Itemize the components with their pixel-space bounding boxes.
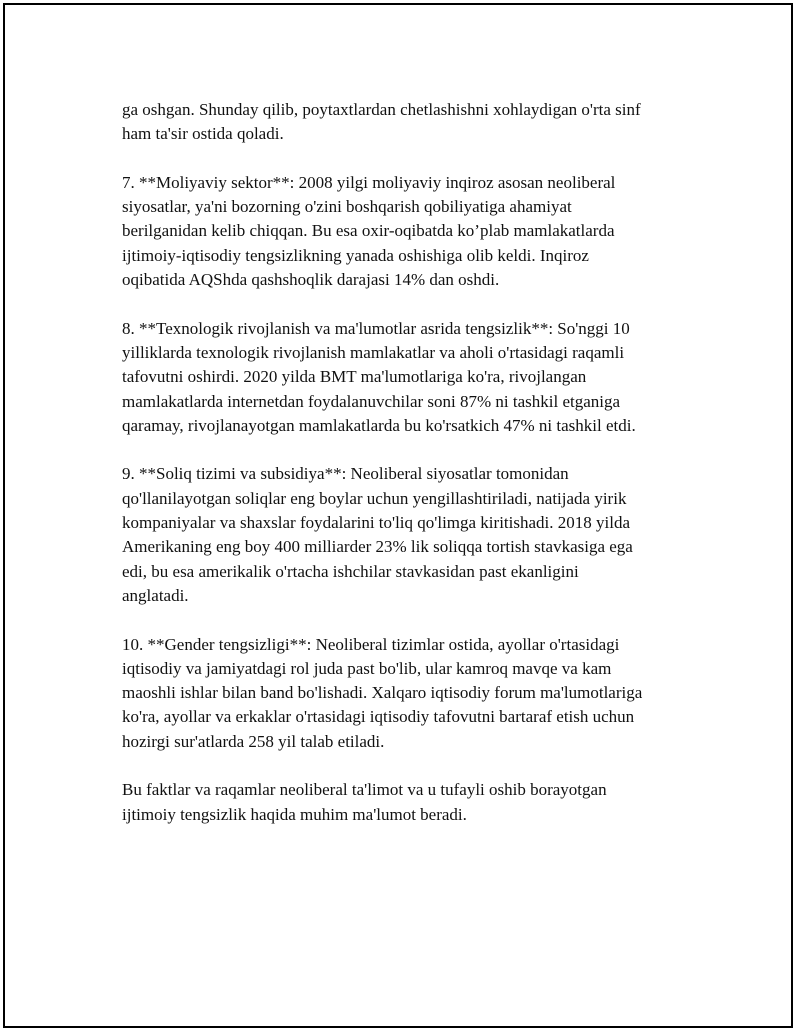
paragraph-continuation: ga oshgan. Shunday qilib, poytaxtlardan chetlashishni xohlaydigan o'rta sinf ham ta'sir ostida qoladi. xyxy=(122,100,641,144)
paragraph-technology-inequality: 8. **Texnologik rivojlanish va ma'lumotlar asrida tengsizlik**: So'nggi 10 yilliklarda texnologik rivojlanish mamlakatlar va aholi o'rtasidagi raqamli tafovutni oshirdi. 2020 yilda BMT ma'lumotlariga ko'ra, rivojlangan mamlakatlarda internetdan foydalanuvchilar soni 87% ni tashkil etganiga qaramay, rivojlanayotgan mamlakatlarda bu ko'rsatkich 47% ni tashkil etdi. xyxy=(122,318,636,435)
paragraph-financial-sector: 7. **Moliyaviy sektor**: 2008 yilgi moliyaviy inqiroz asosan neoliberal siyosatlar, ya'ni bozorning o'zini boshqarish qobiliyatiga ahamiyat berilganidan kelib chiqqan. Bu esa oxir-oqibatda ko’plab mamlakatlarda ijtimoiy-iqtisodiy tengsizlikning yanada oshishiga olib keldi. Inqiroz oqibatida AQShda qashshoqlik darajasi 14% dan oshdi. xyxy=(122,172,616,290)
paragraph-tax-system: 9. **Soliq tizimi va subsidiya**: Neoliberal siyosatlar tomonidan qo'llanilayotgan soliqlar eng boylar uchun yengillashtiriladi, natijada yirik kompaniyalar va shaxslar foydalarini to'liq qo'limga kiritishadi. 2018 yilda Amerikaning eng boy 400 milliarder 23% lik soliqqa tortish stavkasiga ega edi, bu esa amerikalik o'rtacha ishchilar stavkasidan past ekanligini anglatadi. xyxy=(122,464,633,605)
page-frame xyxy=(3,3,793,1028)
paragraph-conclusion: Bu faktlar va raqamlar neoliberal ta'limot va u tufayli oshib borayotgan ijtimoiy tengsizlik haqida muhim ma'lumot beradi. xyxy=(122,780,607,824)
paragraph-gender-inequality: 10. **Gender tengsizligi**: Neoliberal tizimlar ostida, ayollar o'rtasidagi iqtisodiy va jamiyatdagi rol juda past bo'lib, ular kamroq mavqe va kam maoshli ishlar bilan band bo'lishadi. Xalqaro iqtisodiy forum ma'lumotlariga ko'ra, ayollar va erkaklar o'rtasidagi iqtisodiy tafovutni bartaraf etish uchun hozirgi sur'atlarda 258 yil talab etiladi. xyxy=(122,634,643,751)
document-body xyxy=(122,98,702,851)
